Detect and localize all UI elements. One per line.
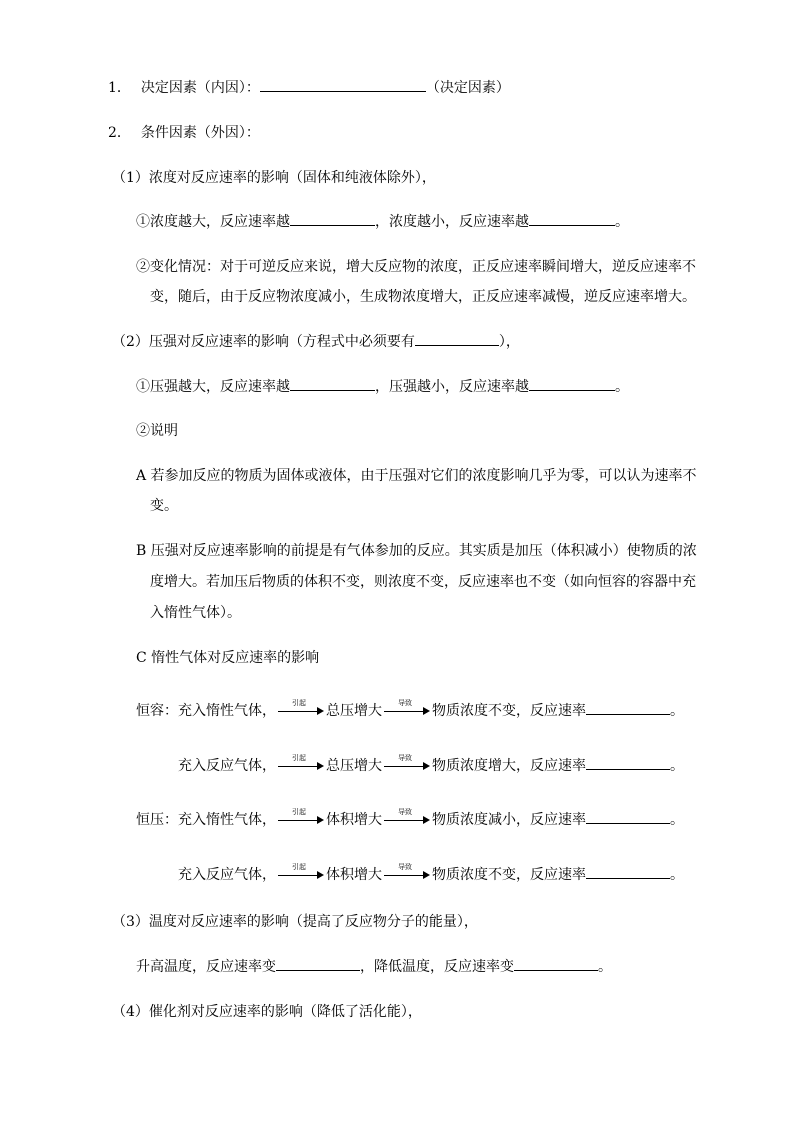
answer-blank[interactable] bbox=[290, 377, 375, 391]
concentration-point-1 bbox=[136, 212, 629, 232]
text-fragment: 。 bbox=[670, 867, 684, 883]
arrow-label: 导致 bbox=[398, 808, 412, 816]
answer-blank[interactable] bbox=[586, 701, 670, 715]
concentration-point-2-line-2: 变，随后，由于反应物浓度减小，生成物浓度增大，正反应速率减慢，逆反应速率增大。 bbox=[150, 289, 696, 305]
text-fragment: 总压增大 bbox=[326, 703, 382, 719]
section-1-label: 决定因素（内因）： bbox=[140, 80, 260, 96]
arrow-icon bbox=[384, 754, 430, 773]
pressure-point-2: ②说明 bbox=[136, 423, 178, 439]
answer-blank[interactable] bbox=[529, 377, 615, 391]
answer-blank[interactable] bbox=[415, 332, 499, 346]
temperature-heading: （3）温度对反应速率的影响（提高了反应物分子的能量）， bbox=[112, 914, 478, 930]
text-fragment: 充入惰性气体， bbox=[178, 703, 276, 719]
note-a-line-1: A 若参加反应的物质为固体或液体，由于压强对它们的浓度影响几乎为零，可以认为速率不 bbox=[136, 468, 697, 484]
answer-blank[interactable] bbox=[290, 212, 375, 226]
constant-pressure-row-2 bbox=[178, 865, 684, 885]
text-fragment: ，压强越小，反应速率越 bbox=[375, 379, 529, 395]
text-fragment: 。 bbox=[598, 959, 612, 975]
arrow-icon bbox=[384, 863, 430, 882]
text-fragment: 。 bbox=[670, 703, 684, 719]
text-fragment: 物质浓度不变，反应速率 bbox=[432, 703, 586, 719]
text-fragment: 总压增大 bbox=[326, 758, 382, 774]
section-1-line bbox=[108, 78, 510, 98]
section-1-number: 1． bbox=[108, 80, 131, 96]
text-fragment: 物质浓度增大，反应速率 bbox=[432, 758, 586, 774]
row-prefix: 恒容： bbox=[136, 703, 178, 719]
text-fragment: ）， bbox=[498, 334, 520, 350]
arrow-icon bbox=[278, 754, 324, 773]
section-2-label: 条件因素（外因）： bbox=[140, 125, 260, 141]
arrow-icon bbox=[278, 699, 324, 718]
note-c-heading: C 惰性气体对反应速率的影响 bbox=[136, 650, 320, 666]
text-fragment: 升高温度，反应速率变 bbox=[136, 959, 276, 975]
arrow-label: 导致 bbox=[398, 699, 412, 707]
note-b-line-2: 度增大。若加压后物质的体积不变，则浓度不变，反应速率也不变（如向恒容的容器中充 bbox=[150, 574, 696, 590]
arrow-label: 导致 bbox=[398, 863, 412, 871]
arrow-icon bbox=[384, 699, 430, 718]
answer-blank[interactable] bbox=[260, 78, 426, 92]
text-fragment: ，浓度越小，反应速率越 bbox=[375, 214, 529, 230]
text-fragment: ①压强越大，反应速率越 bbox=[136, 379, 290, 395]
text-fragment: 物质浓度不变，反应速率 bbox=[432, 867, 586, 883]
text-fragment: ，降低温度，反应速率变 bbox=[360, 959, 514, 975]
pressure-point-1 bbox=[136, 377, 629, 397]
text-fragment: 。 bbox=[670, 812, 684, 828]
arrow-label: 引起 bbox=[292, 754, 306, 762]
text-fragment: 充入反应气体， bbox=[178, 758, 276, 774]
answer-blank[interactable] bbox=[276, 957, 360, 971]
text-fragment: 。 bbox=[615, 214, 629, 230]
answer-blank[interactable] bbox=[586, 756, 670, 770]
answer-blank[interactable] bbox=[586, 810, 670, 824]
answer-blank[interactable] bbox=[586, 865, 670, 879]
text-fragment: 充入惰性气体， bbox=[178, 812, 276, 828]
text-fragment: 。 bbox=[670, 758, 684, 774]
concentration-heading: （1）浓度对反应速率的影响（固体和纯液体除外）， bbox=[112, 170, 436, 186]
answer-blank[interactable] bbox=[514, 957, 598, 971]
section-2-number: 2． bbox=[108, 125, 131, 141]
constant-pressure-row-1 bbox=[136, 810, 684, 830]
text-fragment: 。 bbox=[615, 379, 629, 395]
arrow-label: 引起 bbox=[292, 699, 306, 707]
text-fragment: ①浓度越大，反应速率越 bbox=[136, 214, 290, 230]
text-fragment: 物质浓度减小，反应速率 bbox=[432, 812, 586, 828]
section-2-line bbox=[108, 123, 260, 143]
arrow-label: 导致 bbox=[398, 754, 412, 762]
text-fragment: 充入反应气体， bbox=[178, 867, 276, 883]
pressure-heading bbox=[112, 332, 520, 352]
row-prefix: 恒压： bbox=[136, 812, 178, 828]
arrow-icon bbox=[278, 808, 324, 827]
arrow-icon bbox=[278, 863, 324, 882]
temperature-point bbox=[136, 957, 612, 977]
arrow-label: 引起 bbox=[292, 863, 306, 871]
constant-volume-row-1 bbox=[136, 701, 684, 721]
catalyst-heading: （4）催化剂对反应速率的影响（降低了活化能）， bbox=[112, 1004, 422, 1020]
text-fragment: 体积增大 bbox=[326, 867, 382, 883]
arrow-icon bbox=[384, 808, 430, 827]
section-1-suffix: （决定因素） bbox=[425, 80, 510, 96]
note-a-line-2: 变。 bbox=[150, 498, 178, 514]
text-fragment: （2）压强对反应速率的影响（方程式中必须要有 bbox=[112, 334, 415, 350]
note-b-line-1: B 压强对反应速率影响的前提是有气体参加的反应。其实质是加压（体积减小）使物质的浓 bbox=[136, 543, 697, 559]
arrow-label: 引起 bbox=[292, 808, 306, 816]
text-fragment: 体积增大 bbox=[326, 812, 382, 828]
constant-volume-row-2 bbox=[178, 756, 684, 776]
note-b-line-3: 入惰性气体）。 bbox=[150, 605, 241, 621]
answer-blank[interactable] bbox=[529, 212, 615, 226]
concentration-point-2-line-1: ②变化情况：对于可逆反应来说，增大反应物的浓度，正反应速率瞬间增大，逆反应速率不 bbox=[136, 259, 696, 275]
